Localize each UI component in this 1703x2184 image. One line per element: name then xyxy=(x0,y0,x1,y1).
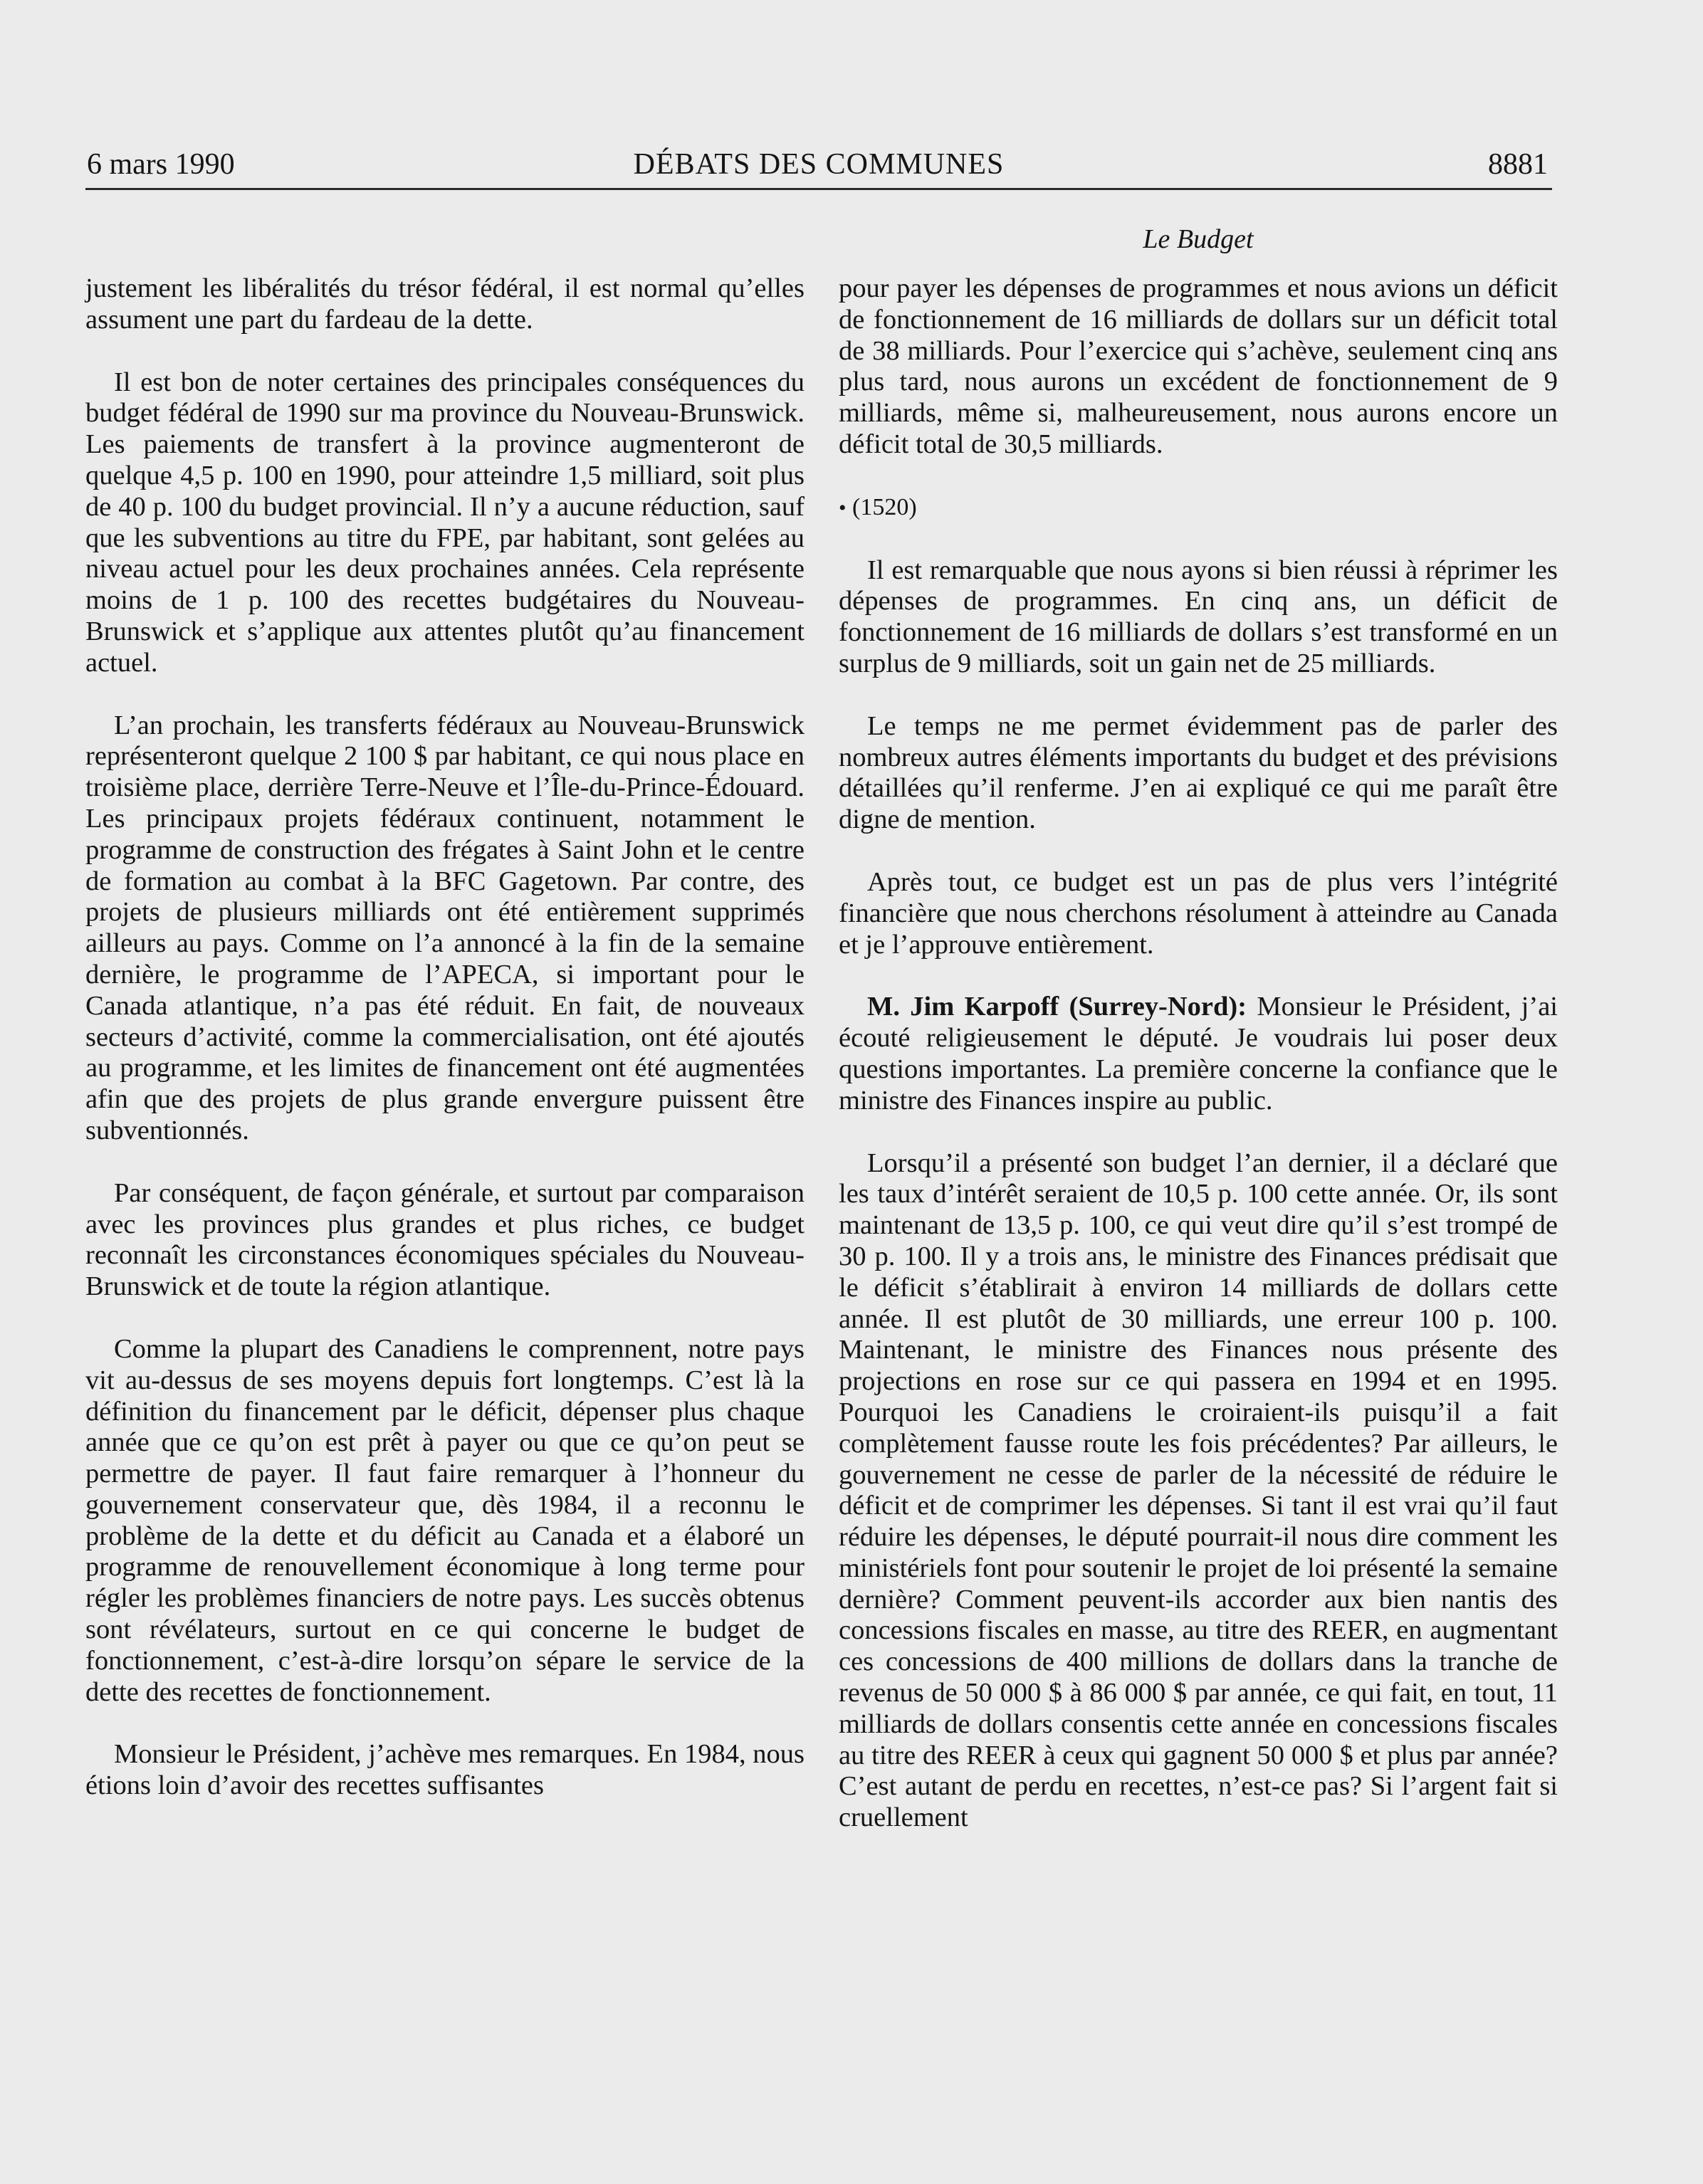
time-marker-text: (1520) xyxy=(852,493,917,520)
speech-text: Monsieur le Président, j’ai écouté religieusement le député. Je voudrais lui poser deux questions importantes. La première concerne la confiance que le ministre des Finances inspire au public. xyxy=(839,992,1558,1115)
paragraph: Monsieur le Président, j’achève mes remarques. En 1984, nous étions loin d’avoir des recettes suffisantes xyxy=(85,1739,805,1801)
right-column xyxy=(839,273,1558,1865)
paragraph: Il est remarquable que nous ayons si bien réussi à réprimer les dépenses de programmes. En cinq ans, un déficit de fonctionnement de 16 milliards de dollars s’est transformé en un surplus de 9 milliards, soit un gain net de 25 milliards. xyxy=(839,555,1558,678)
speaker-name: M. Jim Karpoff (Surrey-Nord): xyxy=(867,992,1247,1022)
paragraph: Comme la plupart des Canadiens le comprennent, notre pays vit au-dessus de ses moyens depuis fort longtemps. C’est là la définition du financement par le déficit, dépenser plus chaque année que ce qu’on est prêt à payer ou que ce qu’on peut se permettre de payer. Il faut faire remarquer à l’honneur du gouvernement conservateur que, dès 1984, il a reconnu le problème de la dette et du déficit au Canada et a élaboré un programme de renouvellement économique à long terme pour régler les problèmes financiers de notre pays. Les succès obtenus sont révélateurs, surtout en ce qui concerne le budget de fonctionnement, c’est-à-dire lorsqu’on sépare le service de la dette des recettes de fonctionnement. xyxy=(85,1333,805,1707)
paragraph: Le temps ne me permet évidemment pas de parler des nombreux autres éléments importants du budget et des prévisions détaillées qu’il renferme. J’en ai expliqué ce qui me paraît être digne de mention. xyxy=(839,710,1558,835)
paragraph: Lorsqu’il a présenté son budget l’an dernier, il a déclaré que les taux d’intérêt seraient de 10,5 p. 100 cette année. Or, ils sont maintenant de 13,5 p. 100, ce qui veut dire qu’il s’est trompé de 30 p. 100. Il y a trois ans, le ministre des Finances prédisait que le déficit s’établirait à environ 14 milliards de dollars cette année. Il est plutôt de 30 milliards, une erreur 100 p. 100. Maintenant, le ministre des Finances nous présente des projections en rose sur ce qui passera en 1994 et en 1995. Pourquoi les Canadiens le croiraient-ils puisqu’il a fait complètement fausse route les fois précédentes? Par ailleurs, le gouvernement ne cesse de parler de la nécessité de réduire le déficit et de comprimer les dépenses. Si tant il est vrai qu’il faut réduire les dépenses, le député pourrait-il nous dire comment les ministériels font pour soutenir le projet de loi présenté la semaine dernière? Comment peuvent-ils accorder aux bien nantis des concessions fiscales en masse, au titre des REER, en augmentant ces concessions de 400 millions de dollars dans la tranche de revenus de 50 000 $ à 86 000 $ par année, ce qui fait, en tout, 11 milliards de dollars consentis cette année en concessions fiscales au titre des REER à ceux qui gagnent 50 000 $ et plus par année? C’est autant de perdu en recettes, n’est-ce pas? Si l’argent fait si cruellement xyxy=(839,1148,1558,1833)
paragraph: L’an prochain, les transferts fédéraux au Nouveau-Brunswick représenteront quelque 2 100 $ par habitant, ce qui nous place en troisième place, derrière Terre-Neuve et l’Île-du-Prince-Édouard. Les principaux projets fédéraux continuent, notamment le programme de construction des frégates à Saint John et le centre de formation au combat à la BFC Gagetown. Par contre, des projets de plusieurs milliards ont été entièrement supprimés ailleurs au pays. Comme on l’a annoncé à la fin de la semaine dernière, le programme de l’APECA, si important pour le Canada atlantique, n’a pas été réduit. En fait, de nouveaux secteurs d’activité, comme la commercialisation, ont été ajoutés au programme, et les limites de financement ont été augmentées afin que des projets de plus grande envergure puissent être subventionnés. xyxy=(85,710,805,1145)
paragraph: Par conséquent, de façon générale, et surtout par comparaison avec les provinces plus grandes et plus riches, ce budget reconnaît les circonstances économiques spéciales du Nouveau-Brunswick et de toute la région atlantique. xyxy=(85,1177,805,1302)
speech-paragraph xyxy=(839,992,1558,1116)
header-page-number: 8881 xyxy=(1488,148,1548,181)
section-title: Le Budget xyxy=(1143,224,1254,254)
header-date: 6 mars 1990 xyxy=(87,148,235,181)
paragraph: justement les libéralités du trésor fédéral, il est normal qu’elles assument une part du fardeau de la dette. xyxy=(85,273,805,335)
paragraph: Il est bon de noter certaines des principales conséquences du budget fédéral de 1990 sur ma province du Nouveau-Brunswick. Les paiements de transfert à la province augmenteront de quelque 4,5 p. 100 en 1990, pour atteindre 1,5 milliard, soit plus de 40 p. 100 du budget provincial. Il n’y a aucune réduction, sauf que les subventions au titre du FPE, par habitant, sont gelées au niveau actuel pour les deux prochaines années. Cela représente moins de 1 p. 100 des recettes budgétaires du Nouveau-Brunswick et s’applique aux attentes plutôt qu’au financement actuel. xyxy=(85,367,805,678)
paragraph: Après tout, ce budget est un pas de plus vers l’intégrité financière que nous cherchons résolument à atteindre au Canada et je l’approuve entièrement. xyxy=(839,866,1558,960)
page-header xyxy=(85,142,1552,190)
header-title: DÉBATS DES COMMUNES xyxy=(633,148,1005,181)
left-column xyxy=(85,273,805,1833)
bullet-icon: • xyxy=(839,495,847,520)
paragraph: pour payer les dépenses de programmes et nous avions un déficit de fonctionnement de 16 milliards de dollars sur un déficit total de 38 milliards. Pour l’exercice qui s’achève, seulement cinq ans plus tard, nous aurons un excédent de fonctionnement de 9 milliards, même si, malheureusement, nous aurons encore un déficit total de 30,5 milliards. xyxy=(839,273,1558,459)
time-marker xyxy=(839,492,1558,524)
